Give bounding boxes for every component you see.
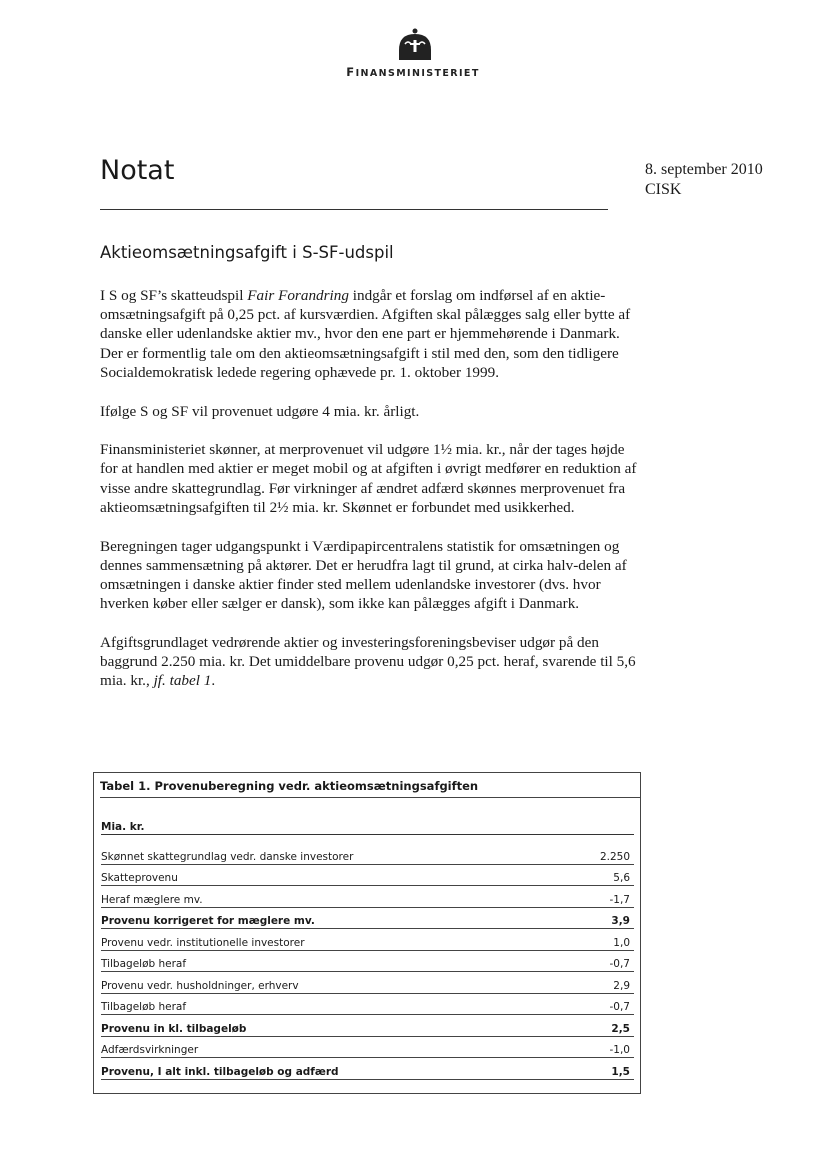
row-label: Provenu korrigeret for mæglere mv. bbox=[101, 915, 315, 927]
row-label: Provenu vedr. institutionelle investorer bbox=[101, 936, 305, 949]
ministry-name: FINANSMINISTERIET bbox=[346, 65, 480, 79]
table-row bbox=[101, 908, 634, 930]
row-label: Tilbageløb heraf bbox=[101, 958, 187, 970]
row-value: 5,6 bbox=[613, 872, 630, 884]
row-label: Adfærdsvirkninger bbox=[101, 1044, 199, 1056]
table-row bbox=[101, 951, 634, 973]
paragraph-4: Beregningen tager udgangspunkt i Værdipapircentralens statistik for omsætningen og dennes sammensætning på aktører. Det er herudfra lagt til grund, at cirka halv-delen af omsætningen i danske aktier finder sted mellem udenlandske investorer (dvs. hvor hverken køber eller sælger er dansk), som ikke kan pålægges afgift i Danmark. bbox=[100, 537, 627, 613]
table-reference: jf. tabel 1 bbox=[153, 672, 212, 690]
row-value: 3,9 bbox=[611, 915, 630, 927]
table-row bbox=[101, 1037, 634, 1059]
row-label: Provenu vedr. husholdninger, erhverv bbox=[101, 979, 299, 992]
revenue-table bbox=[93, 772, 641, 1094]
table-unit-header: Mia. kr. bbox=[101, 821, 634, 835]
table-row bbox=[101, 865, 634, 887]
row-label: Provenu, I alt inkl. tilbageløb og adfærd bbox=[101, 1065, 339, 1078]
row-value: 2,9 bbox=[613, 979, 630, 992]
table-caption: Tabel 1. Provenuberegning vedr. aktieomsætningsafgiften bbox=[100, 779, 640, 798]
row-value: 1,0 bbox=[613, 936, 630, 949]
paragraph-1: I S og SF’s skatteudspil Fair Forandring indgår et forslag om indførsel af en aktie-omsætningsafgift på 0,25 pct. af kursværdien. Afgiften skal pålægges salg eller bytte af danske eller udenlandske aktier mv., hvor den ene part er hjemmehørende i Danmark. Der er formentlig tale om den aktieomsætningsafgift i stil med den, som den tidligere Socialdemokratisk ledede regering ophævede pr. 1. oktober 1999. bbox=[100, 287, 631, 381]
row-value: -1,0 bbox=[609, 1044, 630, 1056]
table-row bbox=[101, 994, 634, 1016]
header-divider bbox=[100, 209, 608, 210]
document-type: Notat bbox=[100, 155, 175, 186]
document-meta bbox=[645, 160, 763, 200]
row-value: 1,5 bbox=[611, 1065, 630, 1078]
paragraph-3: Finansministeriet skønner, at merprovenuet vil udgøre 1½ mia. kr., når der tages højde for at handlen med aktier er meget mobil og at afgiften i øvrigt medfører en reduktion af visse andre skattegrundlag. Før virkninger af ændret adfærd skønnes merprovenuet fra aktieomsætningsafgiften til 2½ mia. kr. Skønnet er forbundet med usikkerhed. bbox=[100, 441, 637, 516]
paragraph-2: Ifølge S og SF vil provenuet udgøre 4 mia. kr. årligt. bbox=[100, 402, 420, 420]
table-row bbox=[101, 972, 634, 994]
table-row bbox=[101, 1015, 634, 1037]
body-text bbox=[100, 286, 640, 710]
document-title: Aktieomsætningsafgift i S-SF-udspil bbox=[100, 243, 394, 262]
document-date: 8. september 2010 bbox=[645, 161, 763, 178]
row-label: Heraf mæglere mv. bbox=[101, 893, 203, 906]
row-label: Tilbageløb heraf bbox=[101, 1001, 187, 1013]
row-value: -0,7 bbox=[609, 958, 630, 970]
table-row bbox=[101, 929, 634, 951]
table-row bbox=[101, 843, 634, 865]
table-row bbox=[101, 886, 634, 908]
row-label: Skønnet skattegrundlag vedr. danske investorer bbox=[101, 850, 354, 863]
document-initials: CISK bbox=[645, 181, 682, 198]
row-value: -0,7 bbox=[609, 1001, 630, 1013]
table-row bbox=[101, 1058, 634, 1080]
row-value: 2,5 bbox=[611, 1022, 630, 1035]
row-value: 2.250 bbox=[599, 850, 630, 863]
row-label: Skatteprovenu bbox=[101, 872, 178, 884]
row-value: -1,7 bbox=[609, 893, 630, 906]
crown-crest-icon bbox=[395, 28, 435, 62]
row-label: Provenu in kl. tilbageløb bbox=[101, 1022, 247, 1035]
publication-title: Fair Forandring bbox=[247, 287, 349, 304]
paragraph-5: Afgiftsgrundlaget vedrørende aktier og investeringsforeningsbeviser udgør på den baggrund 2.250 mia. kr. Det umiddelbare provenu udgør 0,25 pct. heraf, svarende til 5,6 mia. kr., jf. tabel 1. bbox=[100, 633, 636, 690]
